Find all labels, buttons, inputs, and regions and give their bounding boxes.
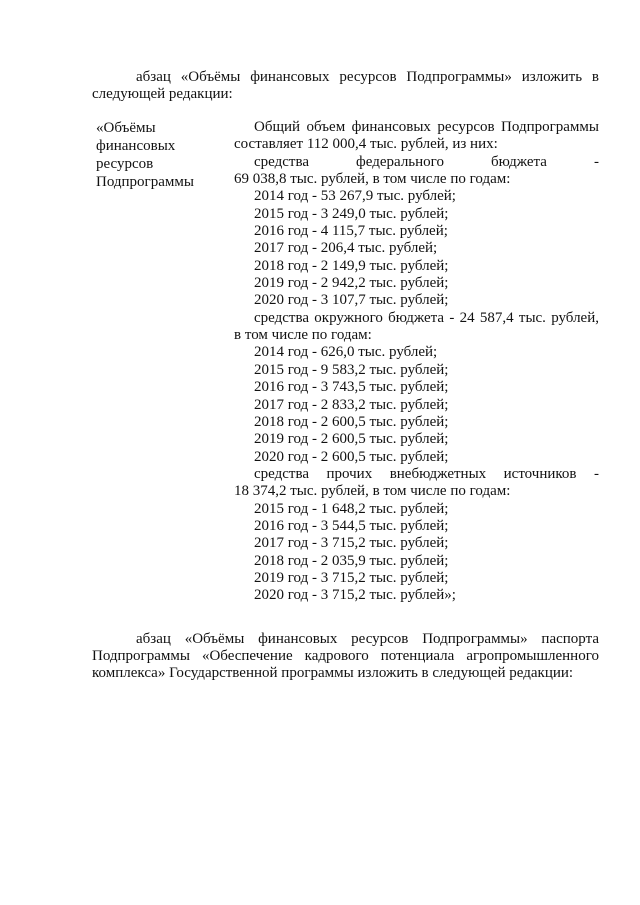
left-cell-line: «Объёмы: [96, 120, 156, 136]
financing-line: 2016 год - 3 743,5 тыс. рублей;: [254, 379, 449, 396]
left-cell-line: ресурсов: [96, 156, 154, 172]
financing-line: 2014 год - 626,0 тыс. рублей;: [254, 344, 438, 361]
financing-line: 2015 год - 9 583,2 тыс. рублей;: [254, 361, 449, 378]
financing-line: 2019 год - 2 942,2 тыс. рублей;: [254, 275, 449, 292]
financing-line: 2017 год - 3 715,2 тыс. рублей;: [254, 535, 449, 552]
financing-line: 2020 год - 3 715,2 тыс. рублей»;: [254, 587, 456, 604]
financing-line: 2019 год - 3 715,2 тыс. рублей;: [254, 569, 449, 586]
financing-line: составляет 112 000,4 тыс. рублей, из них:: [234, 136, 498, 153]
financing-line: 2020 год - 3 107,7 тыс. рублей;: [254, 292, 449, 309]
financing-line: 2019 год - 2 600,5 тыс. рублей;: [254, 431, 449, 448]
financing-line: средства окружного бюджета - 24 587,4 тыс. рублей,: [254, 309, 599, 326]
final-paragraph: [92, 631, 599, 682]
intro-paragraph-text: абзац «Объёмы финансовых ресурсов Подпрограммы» изложить в следующей редакции:: [92, 69, 599, 102]
final-paragraph-text: абзац «Объёмы финансовых ресурсов Подпрограммы» паспорта Подпрограммы «Обеспечение кадрового потенциала агропромышленного комплекса» Государственной программы изложить в следующей редакции:: [92, 631, 599, 681]
financing-line: 2020 год - 2 600,5 тыс. рублей;: [254, 448, 449, 465]
financing-line: Общий объем финансовых ресурсов Подпрограммы: [254, 119, 599, 135]
financing-line: 2015 год - 3 249,0 тыс. рублей;: [254, 205, 449, 222]
financing-line: средства федерального бюджета -: [254, 153, 599, 170]
financing-line: 2014 год - 53 267,9 тыс. рублей;: [254, 188, 456, 205]
table-right-cell: [234, 119, 599, 605]
financing-line: в том числе по годам:: [234, 327, 372, 344]
financing-line: 2018 год - 2 149,9 тыс. рублей;: [254, 257, 449, 274]
financing-line: средства прочих внебюджетных источников -: [254, 465, 599, 482]
financing-line: 2018 год - 2 600,5 тыс. рублей;: [254, 413, 449, 430]
financing-line: 18 374,2 тыс. рублей, в том числе по годам:: [234, 483, 511, 500]
financing-line: 2015 год - 1 648,2 тыс. рублей;: [254, 500, 449, 517]
left-cell-line: финансовых: [96, 138, 176, 154]
financing-line: 2016 год - 4 115,7 тыс. рублей;: [254, 223, 448, 240]
financing-line: 2018 год - 2 035,9 тыс. рублей;: [254, 552, 449, 569]
financing-line: 2017 год - 206,4 тыс. рублей;: [254, 240, 438, 257]
financing-line: 2017 год - 2 833,2 тыс. рублей;: [254, 396, 449, 413]
table-left-cell: [96, 119, 216, 191]
left-cell-line: Подпрограммы: [96, 174, 194, 190]
intro-paragraph: [92, 69, 599, 103]
financing-line: 2016 год - 3 544,5 тыс. рублей;: [254, 517, 449, 534]
financing-line: 69 038,8 тыс. рублей, в том числе по годам:: [234, 171, 511, 188]
